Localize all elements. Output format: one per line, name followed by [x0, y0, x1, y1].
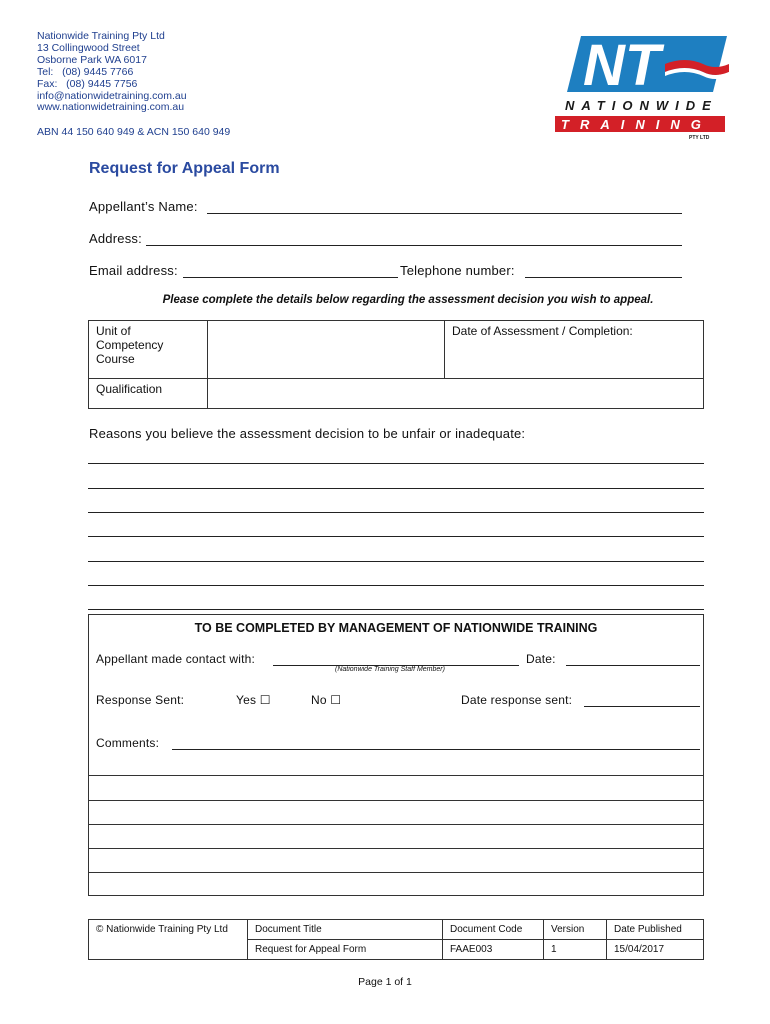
- company-abn: ABN 44 150 640 949 & ACN 150 640 949: [37, 126, 231, 138]
- reason-line-6[interactable]: [88, 585, 704, 586]
- logo-pty-ltd: PTY LTD: [689, 135, 710, 141]
- reason-line-1[interactable]: [88, 463, 704, 464]
- contact-date-field[interactable]: [566, 665, 700, 666]
- copyright-cell: © Nationwide Training Pty Ltd: [89, 920, 248, 960]
- contact-label: Appellant made contact with:: [96, 652, 256, 666]
- competency-table: [88, 320, 704, 409]
- comments-row-4[interactable]: [89, 848, 703, 849]
- date-response-sent-label: Date response sent:: [461, 693, 573, 707]
- reasons-label: Reasons you believe the assessment decision to be unfair or inadequate:: [89, 426, 526, 441]
- appellant-name-field[interactable]: [207, 213, 682, 214]
- logo-word-training: TRAINING: [561, 117, 712, 132]
- company-street: 13 Collingwood Street: [37, 41, 140, 54]
- company-name: Nationwide Training Pty Ltd: [37, 30, 165, 42]
- company-address-block: [37, 31, 187, 114]
- comments-row-2[interactable]: [89, 800, 703, 801]
- date-response-sent-field[interactable]: [584, 706, 700, 707]
- logo-word-nationwide: NATIONWIDE: [565, 98, 718, 113]
- comments-row-3[interactable]: [89, 824, 703, 825]
- address-label: Address:: [89, 231, 142, 246]
- doc-code-header: Document Code: [443, 920, 544, 940]
- form-title: Request for Appeal Form: [89, 160, 280, 177]
- reason-line-4[interactable]: [88, 536, 704, 537]
- management-title: TO BE COMPLETED BY MANAGEMENT OF NATIONWIDE TRAINING: [194, 621, 598, 635]
- unit-competency-label: Unit of Competency Course: [89, 321, 208, 379]
- management-section: [88, 614, 704, 896]
- doc-title-header: Document Title: [248, 920, 443, 940]
- email-field[interactable]: [183, 277, 398, 278]
- staff-member-note: (Nationwide Training Staff Member): [335, 666, 445, 673]
- instruction-text: Please complete the details below regarding the assessment decision you wish to appeal.: [162, 294, 654, 306]
- qualification-label: Qualification: [89, 379, 208, 409]
- document-control-table: [88, 919, 704, 960]
- response-sent-label: Response Sent:: [96, 693, 185, 707]
- reason-line-3[interactable]: [88, 512, 704, 513]
- company-fax: Fax: (08) 9445 7756: [37, 77, 138, 90]
- date-published-header: Date Published: [607, 920, 704, 940]
- nationwide-training-logo: [553, 30, 733, 142]
- version-header: Version: [544, 920, 607, 940]
- response-yes-checkbox[interactable]: Yes ☐: [236, 693, 271, 707]
- doc-code-value: FAAE003: [443, 940, 544, 960]
- company-tel: Tel: (08) 9445 7766: [37, 65, 134, 78]
- reason-line-7[interactable]: [88, 609, 704, 610]
- comments-line-1[interactable]: [172, 749, 700, 750]
- company-suburb: Osborne Park WA 6017: [37, 53, 147, 66]
- address-field[interactable]: [146, 245, 682, 246]
- date-assessment-cell[interactable]: [445, 321, 704, 379]
- reason-line-5[interactable]: [88, 561, 704, 562]
- telephone-label: Telephone number:: [400, 263, 515, 278]
- company-email: info@nationwidetraining.com.au: [37, 89, 187, 102]
- reason-line-2[interactable]: [88, 488, 704, 489]
- date-assessment-label: Date of Assessment / Completion:: [452, 324, 633, 338]
- email-label: Email address:: [89, 263, 178, 278]
- comments-row-1[interactable]: [89, 775, 703, 776]
- comments-row-5[interactable]: [89, 872, 703, 873]
- response-no-checkbox[interactable]: No ☐: [311, 693, 342, 707]
- doc-title-value: Request for Appeal Form: [248, 940, 443, 960]
- contact-date-label: Date:: [526, 652, 556, 666]
- telephone-field[interactable]: [525, 277, 682, 278]
- unit-competency-field[interactable]: [208, 321, 445, 379]
- comments-label: Comments:: [96, 736, 160, 750]
- version-value: 1: [544, 940, 607, 960]
- qualification-field[interactable]: [208, 379, 704, 409]
- date-published-value: 15/04/2017: [607, 940, 704, 960]
- page-number: Page 1 of 1: [358, 976, 412, 988]
- appellant-name-label: Appellant’s Name:: [89, 199, 198, 214]
- logo-letters: NT: [583, 33, 661, 98]
- company-website: www.nationwidetraining.com.au: [37, 101, 185, 114]
